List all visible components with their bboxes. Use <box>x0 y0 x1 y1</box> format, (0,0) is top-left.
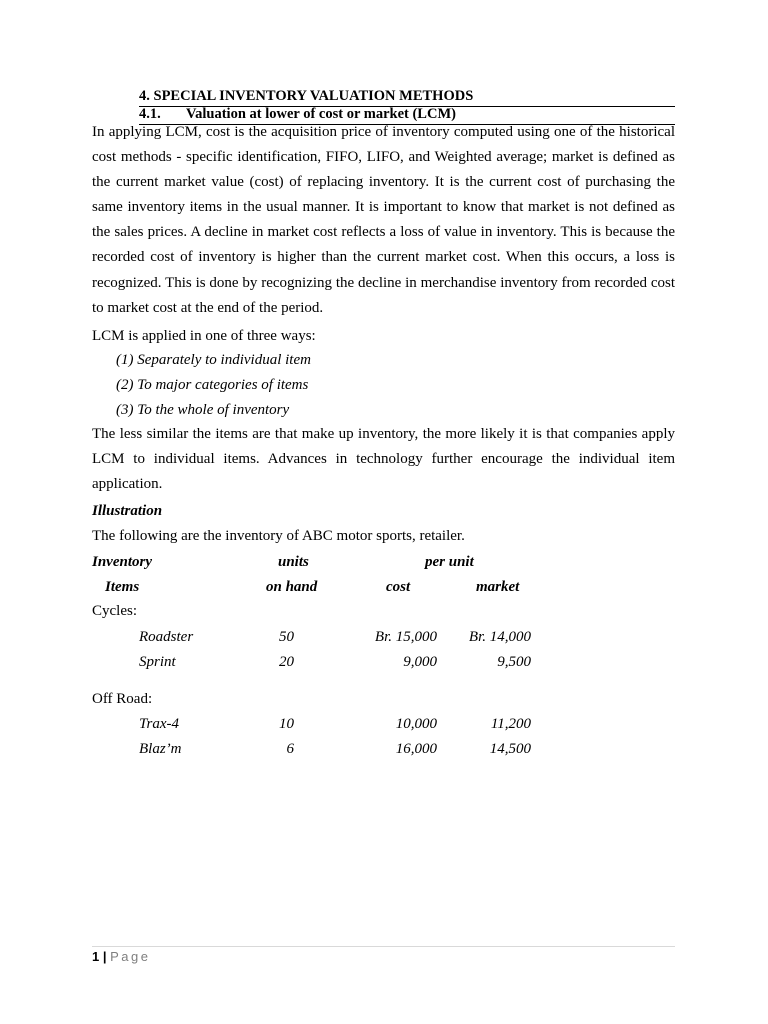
way-item-2: (2) To major categories of items <box>116 377 309 393</box>
row-cost: Br. 15,000 <box>374 629 437 645</box>
section-heading: 4. SPECIAL INVENTORY VALUATION METHODS <box>139 88 675 107</box>
header-units: units <box>278 554 309 570</box>
row-units: 20 <box>279 654 294 670</box>
group-label-cycles: Cycles: <box>92 603 137 619</box>
way-item-3: (3) To the whole of inventory <box>116 402 290 418</box>
subsection-title: Valuation at lower of cost or market (LCM) <box>186 106 456 122</box>
row-market: 14,500 <box>489 741 531 757</box>
row-market: 9,500 <box>497 654 531 670</box>
illustration-label: Illustration <box>92 503 163 519</box>
footer-divider <box>92 946 675 947</box>
row-units: 50 <box>279 629 294 645</box>
group-label-off-road: Off Road: <box>92 691 153 707</box>
header-items: Items <box>105 579 140 595</box>
row-units: 10 <box>279 716 294 732</box>
row-market: 11,200 <box>490 716 531 732</box>
row-item: Blaz’m <box>139 741 182 757</box>
subsection-number: 4.1. <box>139 106 161 122</box>
page-separator: | <box>102 949 107 964</box>
row-cost: 10,000 <box>395 716 437 732</box>
illustration-intro: The following are the inventory of ABC motor sports, retailer. <box>92 528 465 544</box>
header-market: market <box>476 579 520 595</box>
row-units: 6 <box>286 741 294 757</box>
row-item: Sprint <box>139 654 176 670</box>
row-item: Roadster <box>139 629 194 645</box>
row-item: Trax-4 <box>139 716 180 732</box>
header-inventory: Inventory <box>92 554 152 570</box>
row-cost: 16,000 <box>395 741 437 757</box>
paragraph-individual-items: The less similar the items are that make up inventory, the more likely it is that companies apply LCM to individual items. Advances in technology further encourage the individual item application. <box>92 426 675 493</box>
header-cost: cost <box>386 579 411 595</box>
row-market: Br. 14,000 <box>468 629 531 645</box>
header-per-unit: per unit <box>425 554 474 570</box>
page-number: 1 <box>92 949 100 964</box>
lcm-intro: LCM is applied in one of three ways: <box>92 328 316 344</box>
way-item-1: (1) Separately to individual item <box>116 352 311 368</box>
page-label: Page <box>110 949 151 964</box>
page-footer <box>92 948 151 966</box>
row-cost: 9,000 <box>403 654 437 670</box>
header-on-hand: on hand <box>266 579 318 595</box>
paragraph-lcm-definition: In applying LCM, cost is the acquisition price of inventory computed using one of the historical cost methods - specific identification, FIFO, LIFO, and Weighted average; market is defined as the current market value (cost) of replacing inventory. It is the current cost of purchasing the same inventory items in the usual manner. It is important to know that market is not defined as the sales prices. A decline in market cost reflects a loss of value in inventory. This is because the recorded cost of inventory is higher than the current market cost. When this occurs, a loss is recognized. This is done by recognizing the decline in merchandise inventory from recorded cost to market cost at the end of the period. <box>92 124 675 316</box>
